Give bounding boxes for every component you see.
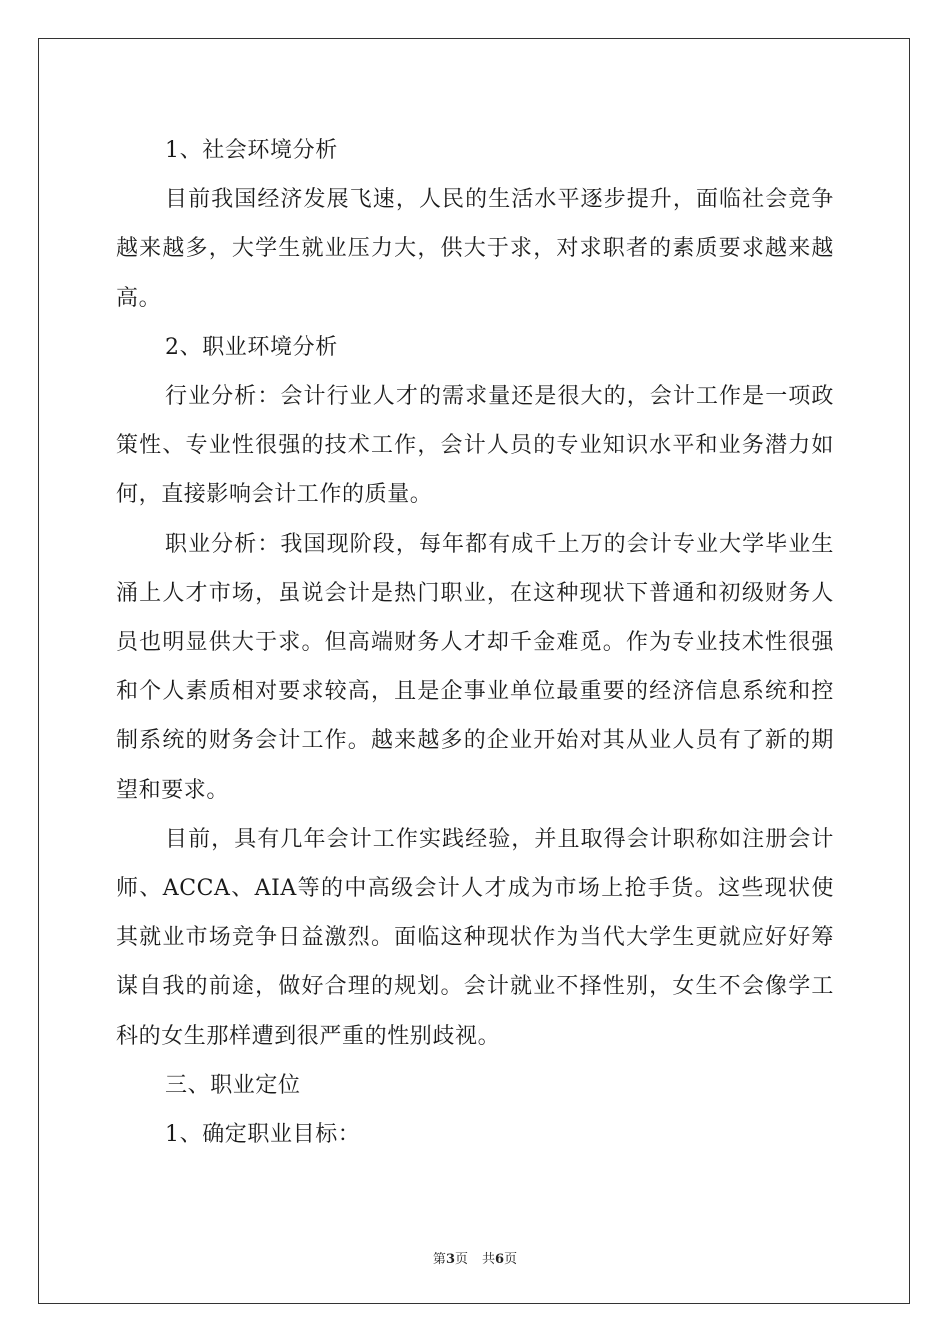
section-heading: 1、确定职业目标：: [165, 1122, 361, 1148]
section-heading: 三、职业定位: [165, 1072, 301, 1098]
page-suffix: 页: [454, 1252, 468, 1267]
page-footer: [0, 1248, 950, 1267]
total-suffix: 页: [504, 1252, 518, 1267]
page-total: 6: [495, 1252, 505, 1267]
paragraph: 目前，具有几年会计工作实践经验，并且取得会计职称如注册会计师、ACCA、AIA等的中高级会计人才成为市场上抢手货。这些现状使其就业市场竞争日益激烈。面临这种现状作为当代大学生更就应好好筹谋自我的前途，做好合理的规划。会计就业不择性别，女生不会像学工科的女生那样遭到很严重的性别歧视。: [116, 826, 834, 1049]
document-body: [116, 126, 834, 1159]
section-heading: 2、职业环境分析: [165, 334, 338, 360]
paragraph: 职业分析：我国现阶段，每年都有成千上万的会计专业大学毕业生涌上人才市场，虽说会计是热门职业，在这种现状下普通和初级财务人员也明显供大于求。但高端财务人才却千金难觅。作为专业技术性很强和个人素质相对要求较高，且是企事业单位最重要的经济信息系统和控制系统的财务会计工作。越来越多的企业开始对其从业人员有了新的期望和要求。: [116, 531, 834, 803]
paragraph: 行业分析：会计行业人才的需求量还是很大的，会计工作是一项政策性、专业性很强的技术工作，会计人员的专业知识水平和业务潜力如何，直接影响会计工作的质量。: [116, 384, 834, 508]
page-current: 3: [445, 1252, 455, 1267]
page-prefix: 第: [432, 1252, 446, 1267]
section-heading: 1、社会环境分析: [165, 138, 338, 163]
paragraph: 目前我国经济发展飞速，人民的生活水平逐步提升，面临社会竞争越来越多，大学生就业压力大，供大于求，对求职者的素质要求越来越高。: [116, 187, 834, 311]
total-prefix: 共: [482, 1252, 496, 1267]
